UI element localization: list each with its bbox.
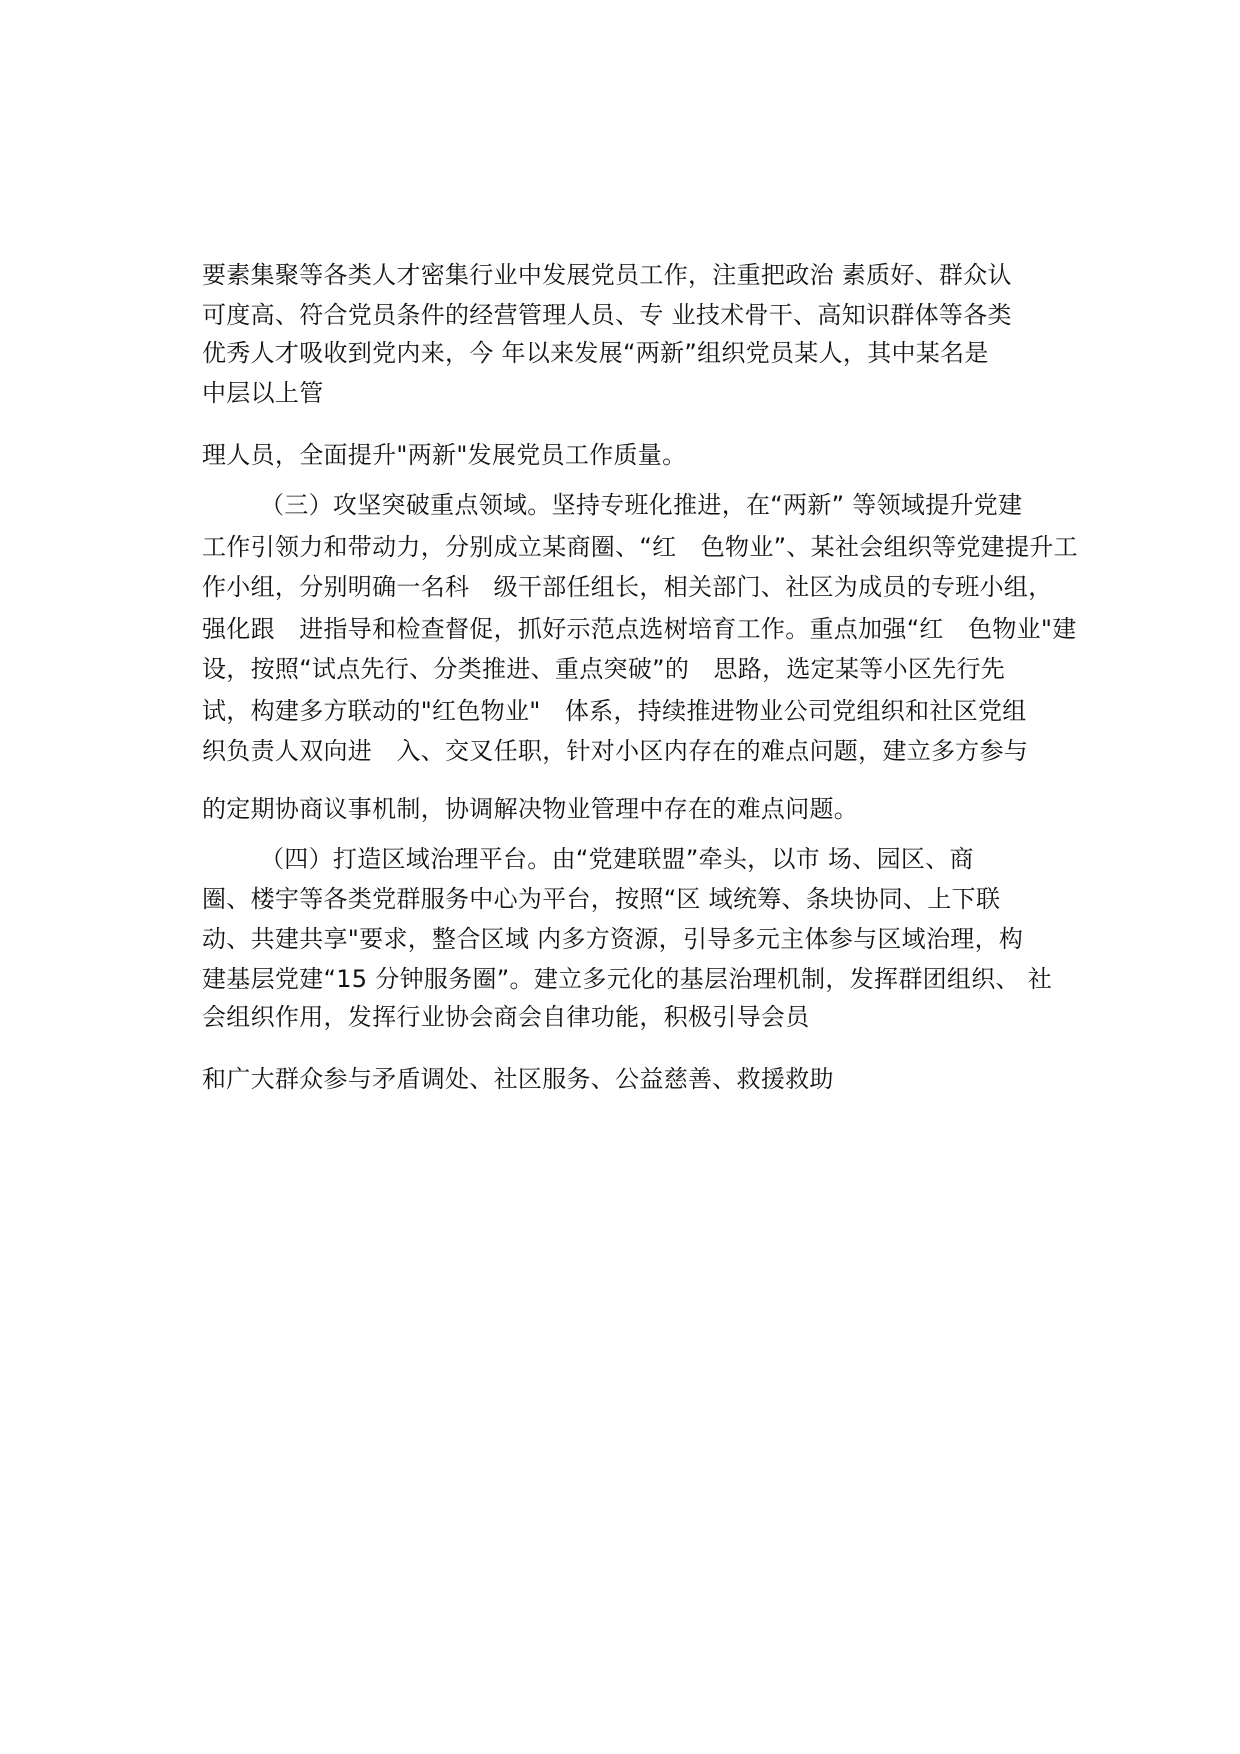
text-line-9: 强化跟 进指导和检查督促，抓好示范点选树培育工作。重点加强“红 色物业"建 bbox=[202, 615, 1077, 643]
text-line-5: 理人员，全面提升"两新"发展党员工作质量。 bbox=[202, 441, 687, 469]
text-line-15: 圈、楼宇等各类党群服务中心为平台，按照“区 域统筹、条块协同、上下联 bbox=[202, 885, 1001, 913]
section-three-heading-line: （三）攻坚突破重点领域。坚持专班化推进，在“两新” 等领域提升党建 bbox=[260, 491, 1023, 519]
text-line-16: 动、共建共享"要求，整合区域 内多方资源，引导多元主体参与区域治理，构 bbox=[202, 925, 1024, 953]
section-four-heading-line: （四）打造区域治理平台。由“党建联盟”牵头，以市 场、园区、商 bbox=[260, 845, 974, 873]
text-line-3: 优秀人才吸收到党内来，今 年以来发展“两新”组织党员某人，其中某名是 bbox=[202, 339, 989, 367]
text-line-17: 建基层党建“15 分钟服务圈”。建立多元化的基层治理机制，发挥群团组织、 社 bbox=[202, 965, 1053, 993]
text-line-18: 会组织作用，发挥行业协会商会自律功能，积极引导会员 bbox=[202, 1003, 810, 1031]
text-line-13: 的定期协商议事机制，协调解决物业管理中存在的难点问题。 bbox=[202, 795, 859, 823]
text-line-19: 和广大群众参与矛盾调处、社区服务、公益慈善、救援救助 bbox=[202, 1065, 834, 1093]
text-line-4: 中层以上管 bbox=[202, 379, 324, 407]
text-line-10: 设，按照“试点先行、分类推进、重点突破”的 思路，选定某等小区先行先 bbox=[202, 655, 1006, 683]
text-line-12: 织负责人双向进 入、交叉任职，针对小区内存在的难点问题，建立多方参与 bbox=[202, 737, 1029, 765]
text-line-1: 要素集聚等各类人才密集行业中发展党员工作，注重把政治 素质好、群众认 bbox=[202, 261, 1012, 289]
text-line-2: 可度高、符合党员条件的经营管理人员、专 业技术骨干、高知识群体等各类 bbox=[202, 301, 1012, 329]
text-line-8: 作小组，分别明确一名科 级干部任组长，相关部门、社区为成员的专班小组， bbox=[202, 573, 1053, 601]
text-line-11: 试，构建多方联动的"红色物业" 体系，持续推进物业公司党组织和社区党组 bbox=[202, 697, 1027, 725]
text-line-7: 工作引领力和带动力，分别成立某商圈、“红 色物业”、某社会组织等党建提升工 bbox=[202, 533, 1078, 561]
